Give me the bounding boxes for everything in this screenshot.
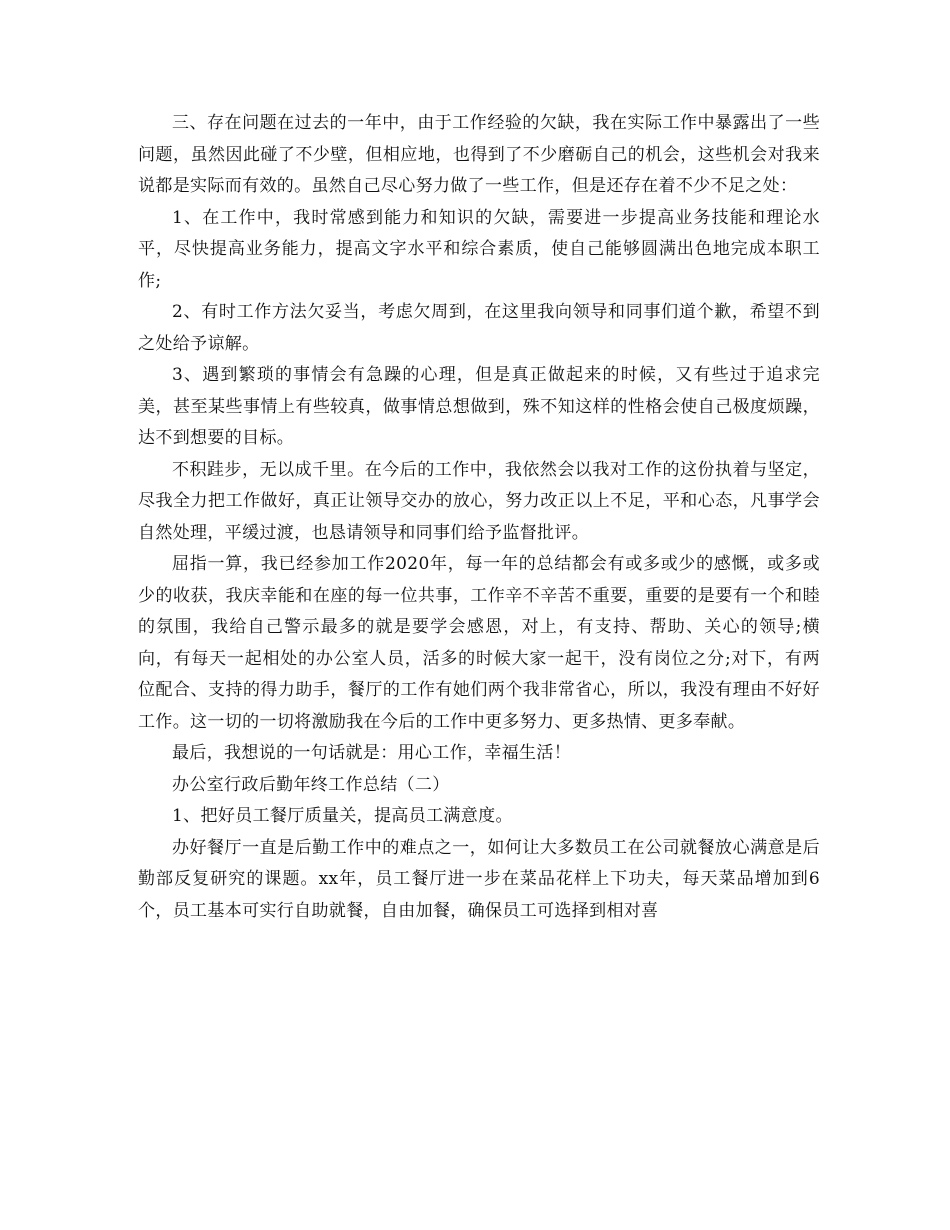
paragraph-future-work: 不积跬步，无以成千里。在今后的工作中，我依然会以我对工作的这份执着与坚定，尽我全力把工作做好，真正让领导交办的放心，努力改正以上不足，平和心态，凡事学会自然处理，平缓过渡，也恳请领导和同事们给予监督批评。: [138, 459, 820, 543]
subsection-heading: 1、把好员工餐厅质量关，提高员工满意度。: [172, 806, 513, 826]
paragraph-point-1: 1、在工作中，我时常感到能力和知识的欠缺，需要进一步提高业务技能和理论水平，尽快提高业务能力，提高文字水平和综合素质，使自己能够圆满出色地完成本职工作;: [138, 207, 820, 291]
paragraph-closing: 最后，我想说的一句话就是：用心工作，幸福生活！: [172, 743, 572, 763]
paragraph-problems-intro: 三、存在问题在过去的一年中，由于工作经验的欠缺，我在实际工作中暴露出了一些问题，虽然因此碰了不少壁，但相应地，也得到了不少磨砺自己的机会，这些机会对我来说都是实际而有效的。虽然自己尽心努力做了一些工作，但是还存在着不少不足之处：: [138, 113, 820, 196]
paragraph-gratitude: 屈指一算，我已经参加工作2020年，每一年的总结都会有或多或少的感慨，或多或少的收获，我庆幸能和在座的每一位共事，工作辛不辛苦不重要，重要的是要有一个和睦的氛围，我给自己警示最多的就是要学会感恩，对上，有支持、帮助、关心的领导;横向，有每天一起相处的办公室人员，活多的时候大家一起干，没有岗位之分;对下，有两位配合、支持的得力助手，餐厅的工作有她们两个我非常省心，所以，我没有理由不好好工作。这一切的一切将激励我在今后的工作中更多努力、更多热情、更多奉献。: [138, 554, 820, 732]
paragraph-canteen: 办好餐厅一直是后勤工作中的难点之一，如何让大多数员工在公司就餐放心满意是后勤部反复研究的课题。xx年，员工餐厅进一步在菜品花样上下功夫，每天菜品增加到6个，员工基本可实行自助就餐，自由加餐，确保员工可选择到相对喜: [138, 837, 820, 921]
document-body: [138, 108, 820, 927]
paragraph-point-2: 2、有时工作方法欠妥当，考虑欠周到，在这里我向领导和同事们道个歉，希望不到之处给予谅解。: [138, 302, 820, 354]
section-heading: 办公室行政后勤年终工作总结（二）: [172, 774, 450, 795]
paragraph-point-3: 3、遇到繁琐的事情会有急躁的心理，但是真正做起来的时候，又有些过于追求完美，甚至某些事情上有些较真，做事情总想做到，殊不知这样的性格会使自己极度烦躁，达不到想要的目标。: [138, 365, 820, 448]
